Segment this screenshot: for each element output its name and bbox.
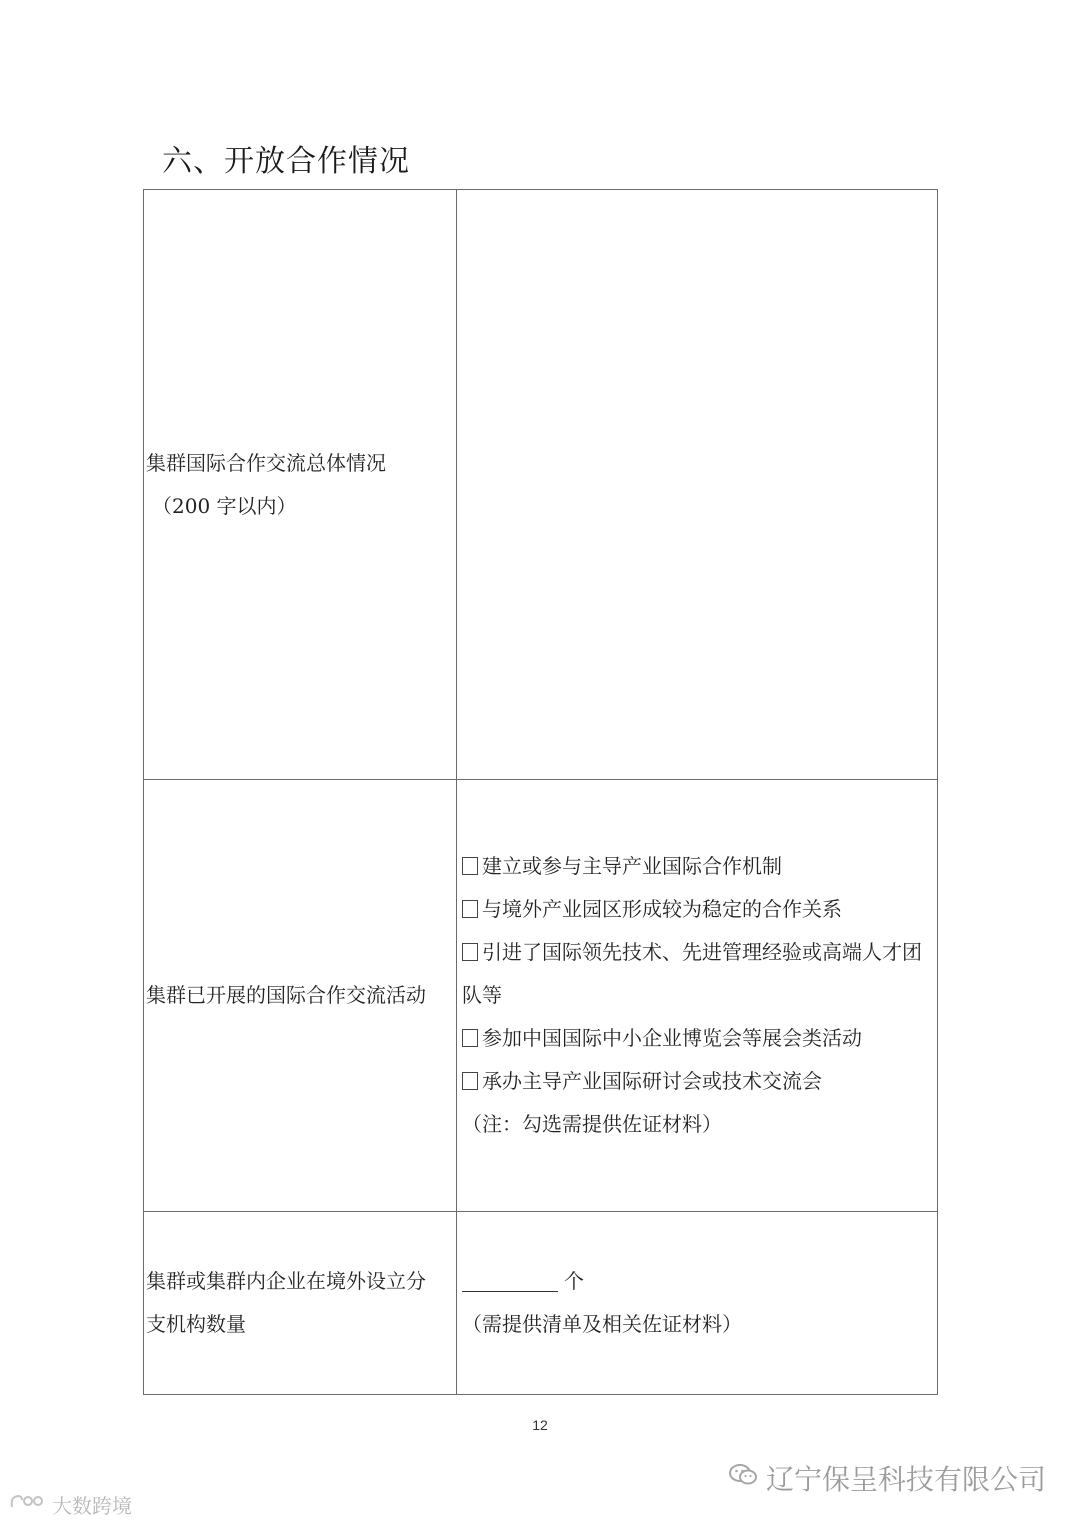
overview-label: 集群国际合作交流总体情况 [146,450,386,475]
option-label: 建立或参与主导产业国际合作机制 [482,854,782,878]
branches-count-line [462,1260,937,1303]
option-label: 引进了国际领先技术、先进管理经验或高端人才团队等 [462,940,922,1007]
activities-label: 集群已开展的国际合作交流活动 [146,983,426,1007]
option-label: 与境外产业园区形成较为稳定的合作关系 [482,897,842,921]
section-title: 六、开放合作情况 [162,144,410,179]
option-item[interactable] [462,888,937,931]
watermark-left-text: 大数跨境 [52,1494,132,1518]
activities-options-cell [457,780,938,1212]
branches-note: （需提供清单及相关佐证材料） [462,1312,742,1336]
cooperation-form-table [143,189,938,1395]
overview-label-cell [144,190,457,780]
table-row-activities [144,780,938,1212]
option-label: 参加中国国际中小企业博览会等展会类活动 [482,1026,862,1050]
branches-unit: 个 [564,1269,584,1293]
checkbox-icon[interactable] [462,900,478,918]
activities-label-cell [144,780,457,1212]
option-item[interactable] [462,931,937,1017]
option-label: 承办主导产业国际研讨会或技术交流会 [482,1069,822,1093]
branches-value-cell [457,1212,938,1395]
page-number: 12 [532,1417,548,1433]
checkbox-icon[interactable] [462,1029,478,1047]
watermark-right-text: 辽宁保呈科技有限公司 [765,1463,1046,1496]
activities-note: （注：勾选需提供佐证材料） [462,1112,722,1136]
option-item[interactable] [462,1017,937,1060]
wechat-icon [728,1462,758,1495]
branches-label: 集群或集群内企业在境外设立分 [146,1269,426,1293]
checkbox-icon[interactable] [462,943,478,961]
option-item[interactable] [462,1060,937,1103]
branches-label-cont: 支机构数量 [146,1312,246,1336]
overview-value-cell[interactable] [457,190,938,780]
watermark-left [8,1490,132,1519]
table-row-branches [144,1212,938,1395]
checkbox-icon[interactable] [462,1072,478,1090]
table-row-overview [144,190,938,780]
logo-icon [8,1491,48,1518]
checkbox-icon[interactable] [462,857,478,875]
overview-label-limit: （200 字以内） [152,493,297,518]
watermark-right [728,1458,1046,1498]
branches-label-cell [144,1212,457,1395]
option-item[interactable] [462,845,937,888]
branches-count-field[interactable] [462,1269,558,1292]
